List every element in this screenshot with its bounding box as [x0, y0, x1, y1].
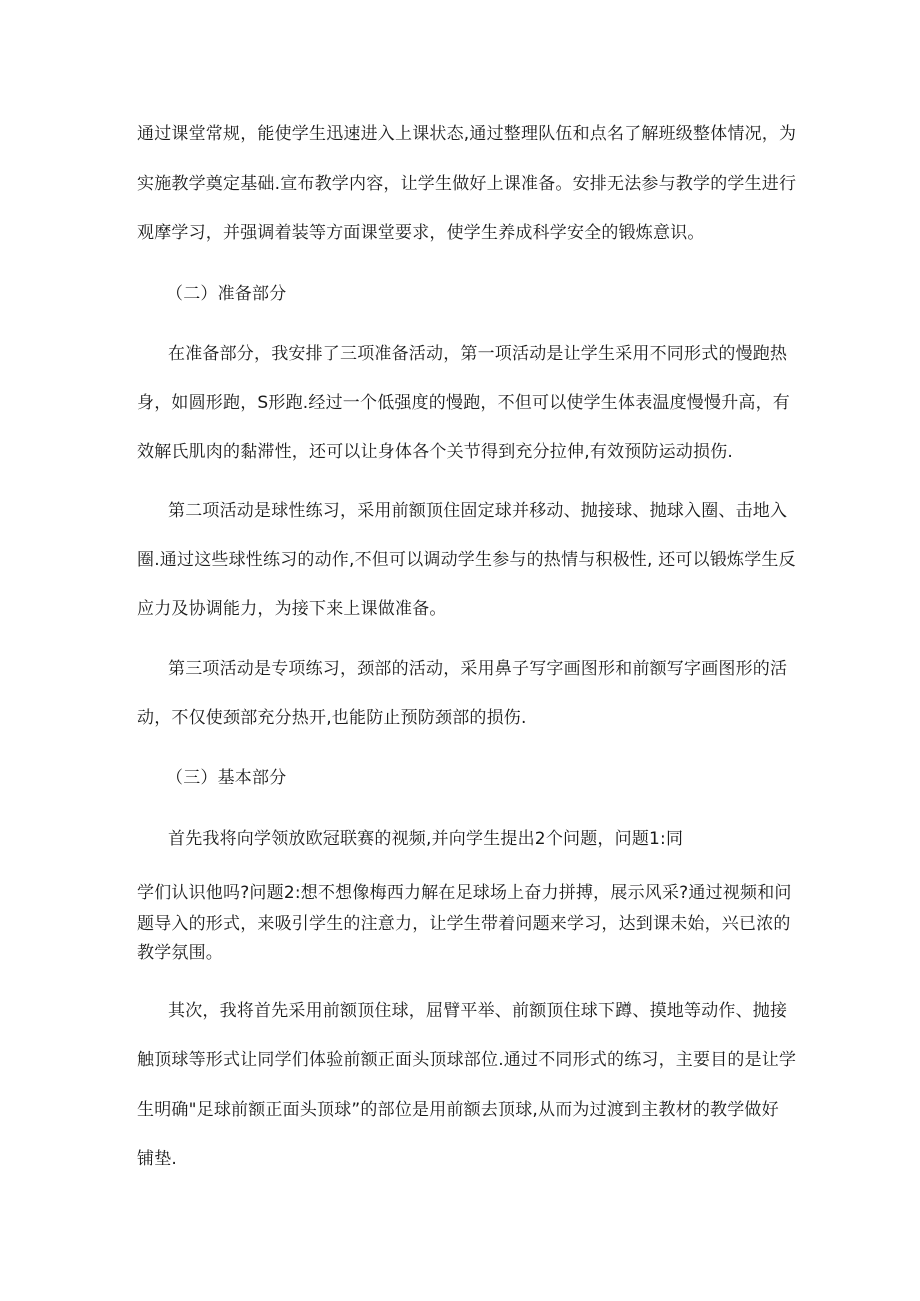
section-heading: （三）基本部分 [166, 768, 287, 788]
text-line: 题导入的形式，来吸引学生的注意力，让学生带着问题来学习，达到课未始，兴已浓的 [137, 914, 791, 934]
text-line: 学们认识他吗?问题2:想不想像梅西力解在足球场上奋力拼搏，展示风采?通过视频和问 [137, 883, 792, 903]
text-line: 动，不仅使颈部充分热开,也能防止预防颈部的损伤. [137, 708, 527, 728]
text-line: 实施教学奠定基础.宣布教学内容，让学生做好上课准备。安排无法参与教学的学生进行 [137, 174, 797, 194]
text-line: 教学氛围。 [137, 943, 223, 963]
text-line: 观摩学习，并强调着装等方面课堂要求，使学生养成科学安全的锻炼意识。 [137, 223, 705, 243]
text-line: 身，如圆形跑，S形跑.经过一个低强度的慢跑，不但可以使学生体表温度慢慢升高，有 [137, 393, 790, 413]
text-line: 第三项活动是专项练习，颈部的活动，采用鼻子写字画图形和前额写字画图形的活 [168, 659, 788, 679]
text-line: 触顶球等形式让同学们体验前额正面头顶球部位.通过不同形式的练习，主要目的是让学 [137, 1050, 797, 1070]
text-line: 通过课堂常规，能使学生迅速进入上课状态,通过整理队伍和点名了解班级整体情况，为 [137, 124, 797, 144]
text-line: 首先我将向学领放欧冠联赛的视频,并向学生提出2个问题，问题1:同 [168, 829, 684, 849]
text-line: 生明确"足球前额正面头顶球”的部位是用前额去顶球,从而为过渡到主教材的教学做好 [137, 1100, 779, 1120]
text-line: 效解氏肌肉的黏滞性，还可以让身体各个关节得到充分拉伸,有效预防运动损伤. [137, 442, 734, 462]
text-line: 圈.通过这些球性练习的动作,不但可以调动学生参与的热情与积极性, 还可以锻炼学生反 [137, 550, 796, 570]
text-line: 铺垫. [137, 1149, 178, 1169]
text-line: 在准备部分，我安排了三项准备活动，第一项活动是让学生采用不同形式的慢跑热 [168, 344, 788, 364]
section-heading: （二）准备部分 [166, 284, 287, 304]
text-line: 应力及协调能力，为接下来上课做准备。 [137, 599, 447, 619]
text-line: 其次，我将首先采用前额顶住球，屈臂平举、前额顶住球下蹲、摸地等动作、抛接 [168, 1001, 788, 1021]
text-line: 第二项活动是球性练习，采用前额顶住固定球并移动、抛接球、抛球入圈、击地入 [168, 501, 788, 521]
